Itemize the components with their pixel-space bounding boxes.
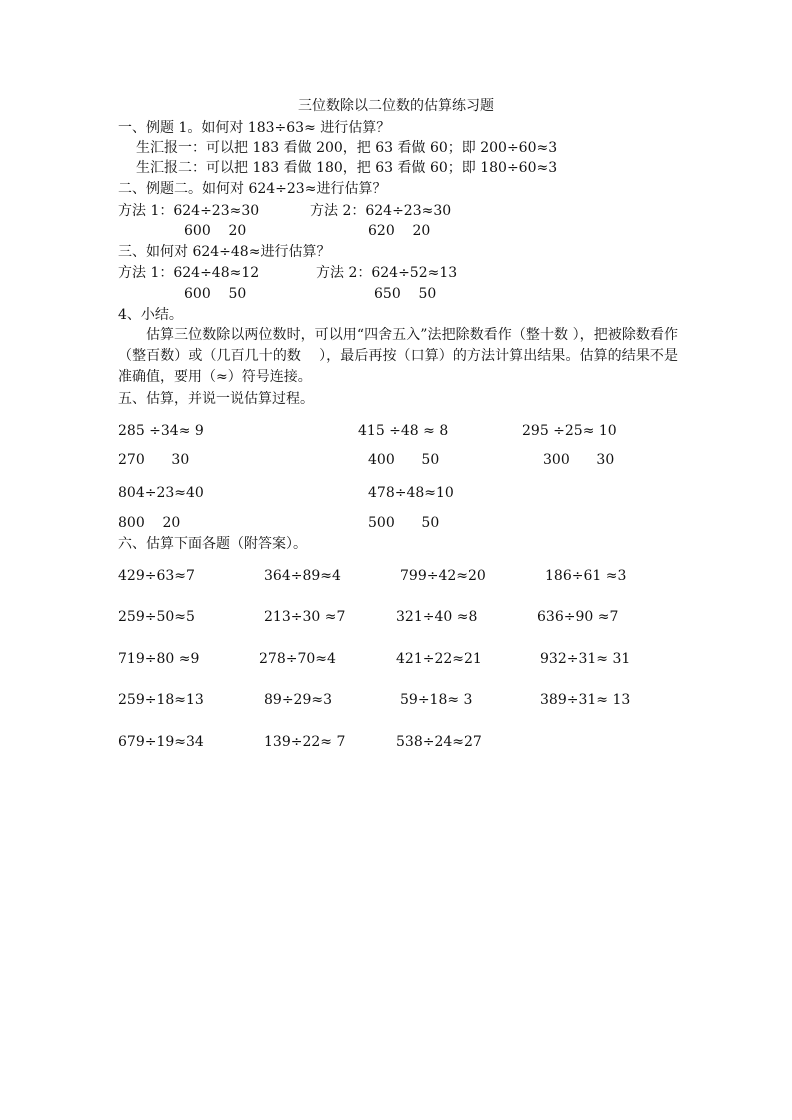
s5-r2-c1: 270 30 (118, 452, 190, 468)
section2-heading: 二、例题二。如何对 624÷23≈进行估算？ (118, 181, 387, 197)
s6-r4-c4: 389÷31≈ 13 (540, 692, 631, 708)
section4-heading: 4、小结。 (118, 307, 183, 323)
section6-heading: 六、估算下面各题（附答案）。 (118, 536, 307, 552)
section2-method2-sub: 620 20 (368, 223, 431, 239)
section1-line2: 生汇报二：可以把 183 看做 180，把 63 看做 60；即 180÷60≈3 (136, 160, 558, 176)
s6-r1-c4: 186÷61 ≈3 (545, 568, 627, 584)
s5-r1-c2: 415 ÷48 ≈ 8 (358, 423, 449, 439)
s6-r2-c2: 213÷30 ≈7 (264, 609, 346, 625)
section3-method1-sub: 600 50 (184, 286, 247, 302)
s6-r2-c1: 259÷50≈5 (118, 609, 195, 625)
s6-r2-c3: 321÷40 ≈8 (396, 609, 478, 625)
s6-r4-c1: 259÷18≈13 (118, 692, 204, 708)
s5-r3-c1: 804÷23≈40 (118, 485, 204, 501)
section2-method1: 方法 1：624÷23≈30 (118, 203, 260, 219)
s5-r1-c1: 285 ÷34≈ 9 (118, 423, 204, 439)
s6-r1-c2: 364÷89≈4 (264, 568, 341, 584)
s6-r2-c4: 636÷90 ≈7 (537, 609, 619, 625)
section3-method2-sub: 650 50 (374, 286, 437, 302)
summary-paragraph: 估算三位数除以两位数时，可以用“四舍五入”法把除数看作（整十数 ），把被除数看作（整百数）或（几百几十的数 ），最后再按（口算）的方法计算出结果。估算的结果不是准确值，要用（≈）符号连接。 (118, 327, 678, 385)
section1-heading: 一、例题 1。如何对 183÷63≈ 进行估算？ (118, 120, 391, 136)
s6-r3-c3: 421÷22≈21 (396, 651, 482, 667)
s5-r3-c2: 478÷48≈10 (368, 485, 454, 501)
s6-r1-c1: 429÷63≈7 (118, 568, 195, 584)
s6-r5-c3: 538÷24≈27 (396, 734, 482, 750)
section3-method1: 方法 1：624÷48≈12 (118, 265, 260, 281)
s6-r3-c2: 278÷70≈4 (259, 651, 336, 667)
s5-r2-c3: 300 30 (543, 452, 615, 468)
section3-method2: 方法 2：624÷52≈13 (316, 265, 458, 281)
s5-r1-c3: 295 ÷25≈ 10 (522, 423, 617, 439)
s6-r4-c3: 59÷18≈ 3 (400, 692, 473, 708)
section1-line1: 生汇报一：可以把 183 看做 200，把 63 看做 60；即 200÷60≈3 (136, 140, 558, 156)
s6-r4-c2: 89÷29≈3 (264, 692, 332, 708)
s5-r4-c1: 800 20 (118, 515, 181, 531)
s5-r4-c2: 500 50 (368, 515, 440, 531)
s6-r3-c1: 719÷80 ≈9 (118, 651, 200, 667)
section3-heading: 三、如何对 624÷48≈进行估算？ (118, 244, 331, 260)
section2-method1-sub: 600 20 (184, 223, 247, 239)
s6-r5-c1: 679÷19≈34 (118, 734, 204, 750)
s6-r5-c2: 139÷22≈ 7 (264, 734, 346, 750)
page-title: 三位数除以二位数的估算练习题 (298, 98, 494, 114)
section2-method2: 方法 2：624÷23≈30 (310, 203, 452, 219)
s6-r3-c4: 932÷31≈ 31 (540, 651, 631, 667)
s6-r1-c3: 799÷42≈20 (400, 568, 486, 584)
s5-r2-c2: 400 50 (368, 452, 440, 468)
section5-heading: 五、估算，并说一说估算过程。 (118, 391, 314, 407)
